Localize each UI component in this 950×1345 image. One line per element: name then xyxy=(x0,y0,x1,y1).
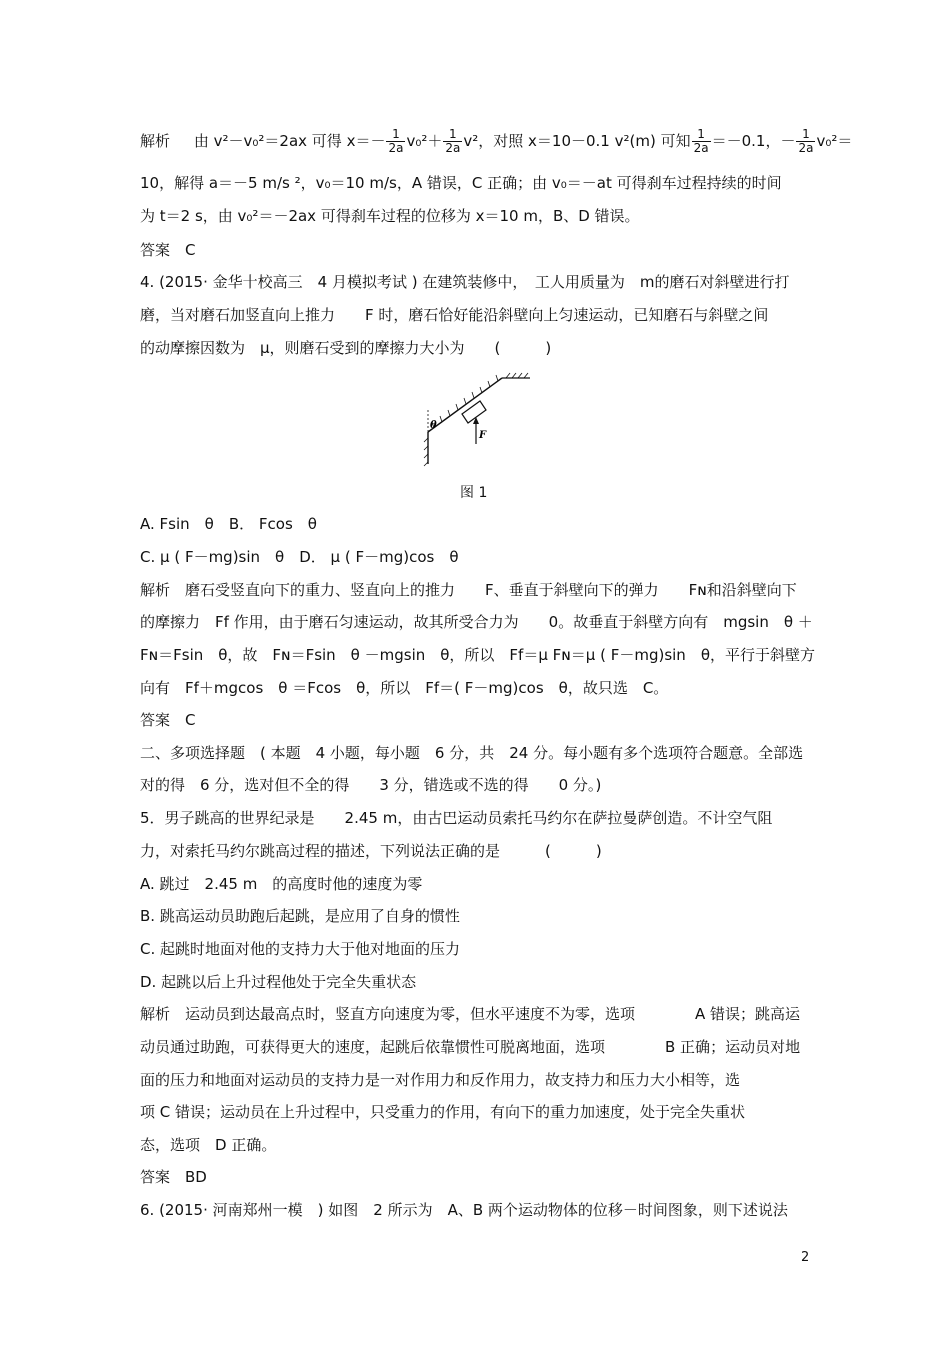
q6-stem-line-1: 6. (2015· 河南郑州一模 ) 如图 2 所示为 A、B 两个运动物体的位移－时间图象，则下述说法 xyxy=(140,1201,788,1219)
q5-analysis-line-5: 态，选项 D 正确。 xyxy=(140,1136,277,1154)
q5-analysis-line-3: 面的压力和地面对运动员的支持力是一对作用力和反作用力，故支持力和压力大小相等，选 xyxy=(140,1071,741,1089)
q3-analysis-line-1 xyxy=(140,128,852,155)
section2-line-1: 二、多项选择题 ( 本题 4 小题，每小题 6 分，共 24 分。每小题有多个选项符合题意。全部选 xyxy=(140,744,804,762)
q4-stem-line-1: 4. (2015· 金华十校高三 4 月模拟考试 ) 在建筑装修中， 工人用质量为 m的磨石对斜壁进行打 xyxy=(140,273,790,291)
q4-stem-line-2: 磨，当对磨石加竖直向上推力 F 时，磨石恰好能沿斜壁向上匀速运动，已知磨石与斜壁之间 xyxy=(140,306,769,324)
q5-analysis-line-1: 解析 运动员到达最高点时，竖直方向速度为零，但水平速度不为零，选项 A 错误；跳高运 xyxy=(140,1005,801,1023)
q5-analysis-line-4: 项 C 错误；运动员在上升过程中，只受重力的作用，有向下的重力加速度，处于完全失重状 xyxy=(140,1103,746,1121)
q4-answer: 答案 C xyxy=(140,711,196,729)
q5-option-b: B. 跳高运动员助跑后起跳，是应用了自身的惯性 xyxy=(140,907,460,925)
fraction: $\frac{1}{2a}$ xyxy=(693,127,709,155)
q3-answer: 答案 C xyxy=(140,241,196,259)
q4-analysis-line-4: 向有 Ff＋mgcos θ ＝Fcos θ，所以 Ff＝( F－mg)cos θ，故只选 C。 xyxy=(140,679,669,697)
q4-analysis-line-3: Fɴ＝Fsin θ，故 Fɴ＝Fsin θ －mgsin θ，所以 Ff＝μ Fɴ＝μ ( F－mg)sin θ，平行于斜壁方 xyxy=(140,646,815,664)
q5-option-a: A. 跳过 2.45 m 的高度时他的速度为零 xyxy=(140,875,423,893)
q4-figure-inclined-wall xyxy=(420,372,532,467)
theta-label: θ xyxy=(430,420,437,431)
page-number: 2 xyxy=(801,1250,810,1265)
q5-option-d: D. 起跳以后上升过程他处于完全失重状态 xyxy=(140,973,417,991)
q5-stem-line-2: 力，对索托马约尔跳高过程的描述，下列说法正确的是 ( ) xyxy=(140,842,602,860)
fraction: $\frac{1}{2a}$ xyxy=(798,127,814,155)
q3-eq-text-2: v₀²＋ xyxy=(406,132,443,150)
fraction: $\frac{1}{2a}$ xyxy=(388,127,404,155)
q4-option-cd: C. μ ( F－mg)sin θ D． μ ( F－mg)cos θ xyxy=(140,548,459,566)
q3-analysis-label: 解析 xyxy=(140,132,171,150)
q3-analysis-line-2: 10，解得 a＝－5 m/s ²，v₀＝10 m/s，A 错误，C 正确；由 v₀＝－at 可得刹车过程持续的时间 xyxy=(140,174,782,192)
q4-option-ab: A. Fsin θ B． Fcos θ xyxy=(140,515,317,533)
q4-analysis-line-2: 的摩擦力 Ff 作用，由于磨石匀速运动，故其所受合力为 0。故垂直于斜壁方向有 mgsin θ ＋ xyxy=(140,613,813,631)
q3-eq-text-5: v₀²＝ xyxy=(816,132,853,150)
q5-answer: 答案 BD xyxy=(140,1168,207,1186)
q4-stem-line-3: 的动摩擦因数为 μ，则磨石受到的摩擦力大小为 ( ) xyxy=(140,339,552,357)
q3-eq-text-1: 由 v²－v₀²＝2ax 可得 x＝－ xyxy=(193,132,386,150)
section2-line-2: 对的得 6 分，选对但不全的得 3 分，错选或不选的得 0 分。) xyxy=(140,776,602,794)
fraction: $\frac{1}{2a}$ xyxy=(445,127,461,155)
q3-eq-text-3: v²，对照 x＝10－0.1 v²(m) 可知 xyxy=(463,132,691,150)
q5-analysis-line-2: 动员通过助跑，可获得更大的速度，起跳后依靠惯性可脱离地面，选项 B 正确；运动员对地 xyxy=(140,1038,801,1056)
force-label: F xyxy=(479,430,487,441)
figure-caption: 图 1 xyxy=(460,485,488,501)
q5-option-c: C. 起跳时地面对他的支持力大于他对地面的压力 xyxy=(140,940,461,958)
q4-analysis-line-1: 解析 磨石受竖直向下的重力、竖直向上的推力 F、垂直于斜壁向下的弹力 Fɴ和沿斜壁向下 xyxy=(140,581,797,599)
q3-eq-text-4: ＝－0.1，－ xyxy=(711,132,796,150)
q3-analysis-line-3: 为 t＝2 s，由 v₀²＝－2ax 可得刹车过程的位移为 x＝10 m，B、D 错误。 xyxy=(140,207,640,225)
q5-stem-line-1: 5．男子跳高的世界纪录是 2.45 m，由古巴运动员索托马约尔在萨拉曼萨创造。不计空气阻 xyxy=(140,809,773,827)
